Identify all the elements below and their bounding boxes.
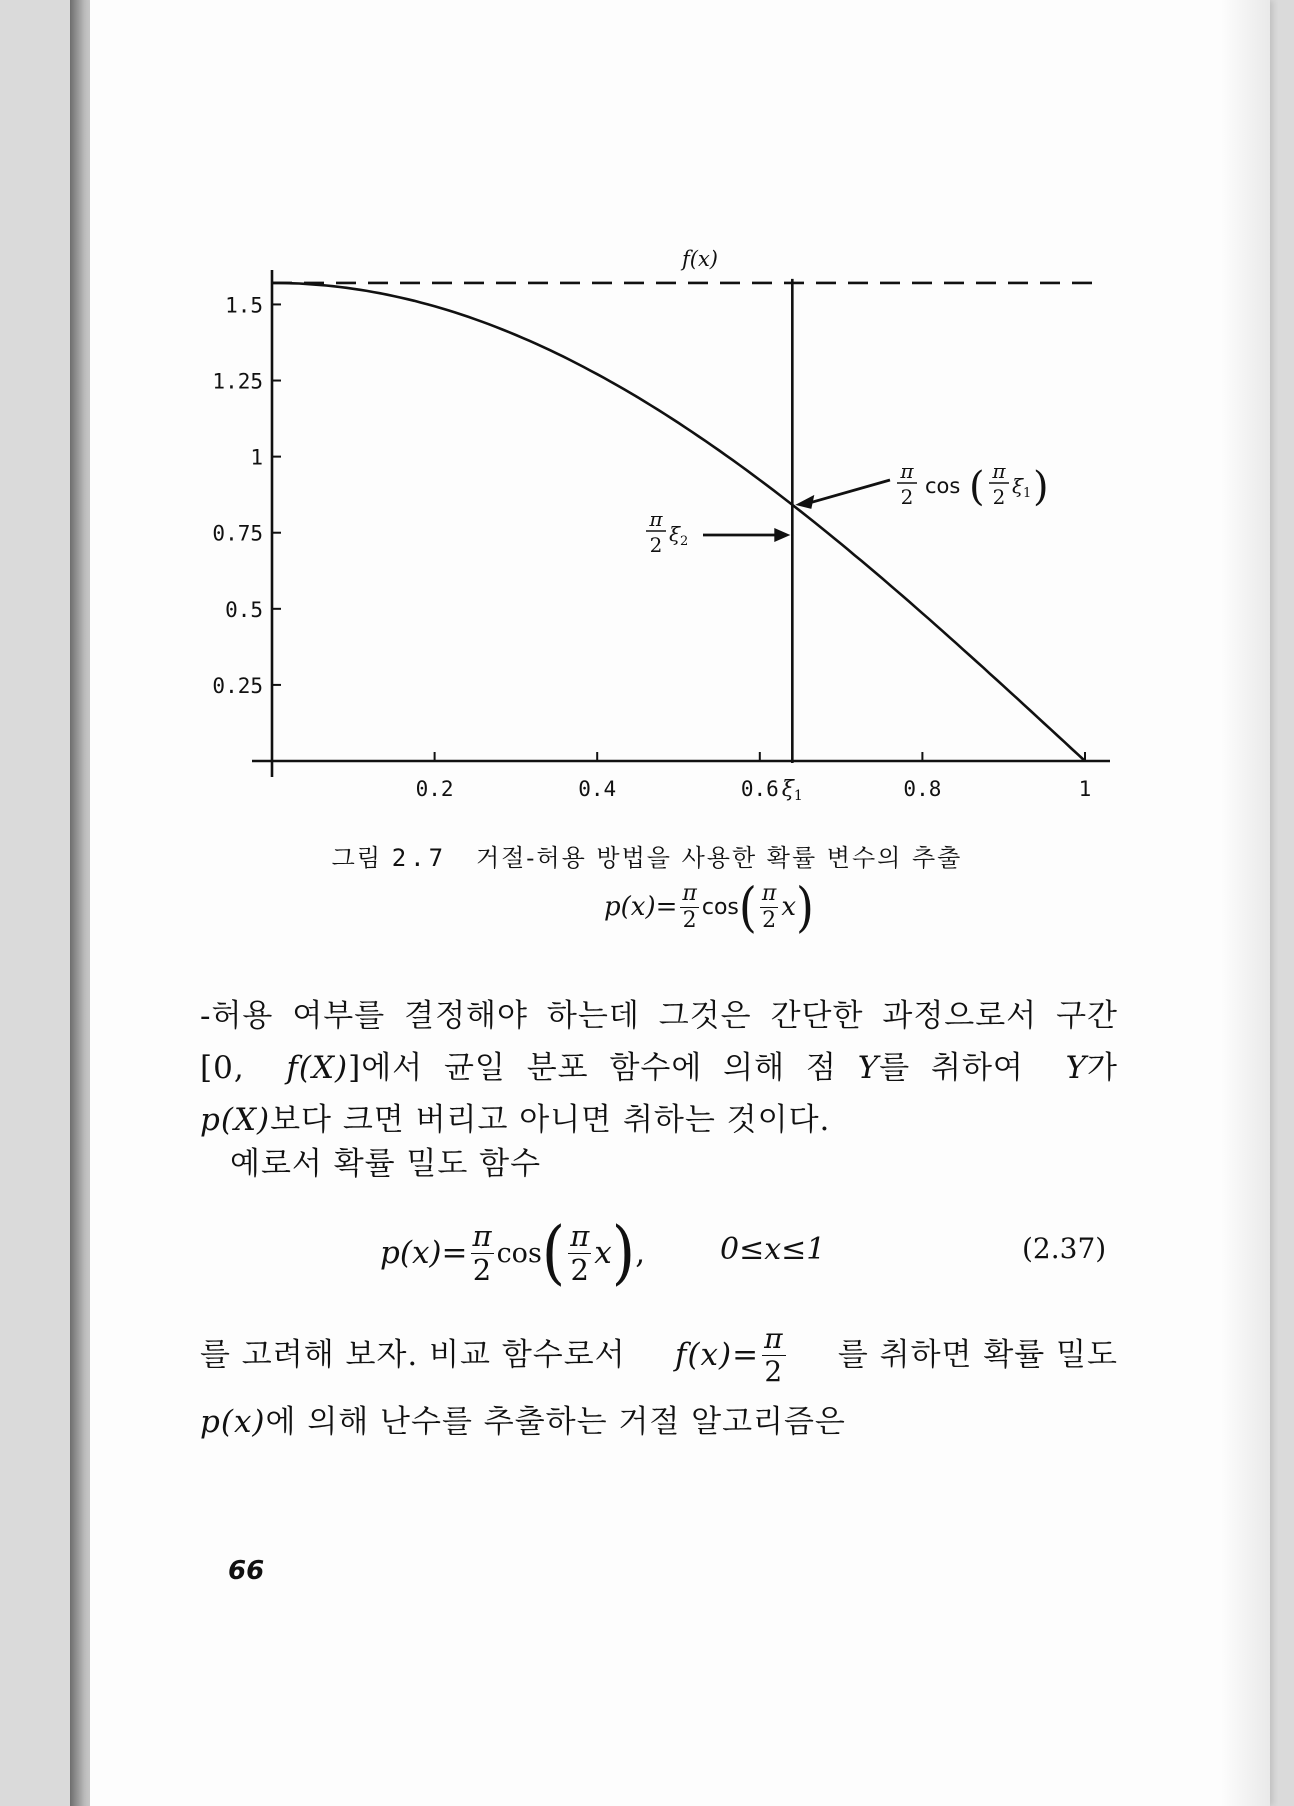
x-tick-label: 0.4 bbox=[578, 777, 617, 801]
caption-eq-cos: cos bbox=[701, 894, 739, 920]
equation-number: (2.37) bbox=[1022, 1232, 1107, 1265]
eq-inner-var: x bbox=[594, 1235, 612, 1271]
figure-chart bbox=[0, 0, 1294, 830]
math-fx: f(x)= bbox=[674, 1337, 760, 1373]
annotation-left-frac-den: 2 bbox=[649, 533, 663, 557]
text-segment: 에 의해 난수를 추출하는 거절 알고리즘은 bbox=[265, 1404, 846, 1440]
math-fraction bbox=[762, 1321, 785, 1388]
annotation-left-arrowhead bbox=[774, 528, 790, 542]
text-segment: 가 bbox=[1087, 1050, 1118, 1086]
y-tick-label: 0.75 bbox=[212, 521, 263, 546]
annotation-right-frac2-num: π bbox=[992, 459, 1006, 483]
x-tick-label: 0.6 bbox=[740, 777, 779, 801]
eq-rparen: ) bbox=[611, 1212, 636, 1294]
math-fX: f(X) bbox=[286, 1050, 349, 1086]
text-segment: 를 취하여 bbox=[879, 1050, 1024, 1086]
annotation-right-frac-den: 2 bbox=[900, 485, 914, 509]
math-pX: p(X) bbox=[200, 1102, 271, 1138]
caption-eq-inner-fraction bbox=[760, 880, 778, 933]
annotation-right-cos: cos bbox=[925, 474, 961, 498]
annotation-right-rparen: ) bbox=[1033, 464, 1049, 510]
caption-eq-frac-den: 2 bbox=[682, 907, 697, 933]
xi1-subscript: 1 bbox=[793, 788, 803, 804]
display-equation bbox=[380, 1208, 645, 1298]
annotation-right-sub: 1 bbox=[1023, 486, 1032, 501]
text-segment: [0, bbox=[200, 1050, 245, 1086]
annotation-right-frac-num: π bbox=[900, 459, 914, 483]
caption-eq-inner-den: 2 bbox=[762, 907, 777, 933]
annotation-right-var: $\xi_1$ bbox=[1012, 474, 1032, 501]
caption-eq-lparen: ( bbox=[738, 875, 757, 939]
annotation-right-lparen: ( bbox=[969, 464, 985, 510]
math-px: p(x) bbox=[200, 1404, 266, 1440]
series-label-fx: f(x) bbox=[681, 247, 719, 271]
caption-equation bbox=[604, 876, 814, 938]
x-tick-label: 1 bbox=[1078, 777, 1092, 801]
annotation-right-arrow-line bbox=[806, 480, 890, 504]
caption-eq-lhs: p(x)= bbox=[604, 892, 678, 922]
eq-inner-fraction bbox=[568, 1218, 591, 1287]
figure-caption bbox=[0, 838, 1294, 873]
paragraph-3-line bbox=[200, 1320, 1118, 1390]
eq-lparen: ( bbox=[541, 1212, 566, 1294]
text-segment: 보다 크면 버리고 아니면 취하는 것이다. bbox=[270, 1102, 831, 1138]
text-segment: 를 고려해 보자. 비교 함수로서 bbox=[200, 1337, 626, 1373]
caption-eq-rparen: ) bbox=[795, 875, 814, 939]
x-tick-label: 0.2 bbox=[415, 777, 454, 801]
math-segment bbox=[674, 1321, 789, 1388]
paragraph-4 bbox=[200, 1396, 1118, 1448]
annotation-left-var: $\xi_2$ bbox=[669, 522, 689, 549]
annotation-left-sub: 2 bbox=[680, 534, 689, 549]
paragraph-2: 예로서 확률 밀도 함수 bbox=[230, 1146, 542, 1182]
math-Y2: Y bbox=[1065, 1050, 1088, 1086]
paragraph-1-line-2 bbox=[200, 1042, 1118, 1094]
y-tick-label: 0.5 bbox=[225, 597, 263, 622]
caption-text: 거절-허용 방법을 사용한 확률 변수의 추출 bbox=[475, 844, 963, 872]
caption-eq-fraction bbox=[680, 880, 698, 933]
eq-frac-den: 2 bbox=[472, 1252, 492, 1287]
math-frac-den: 2 bbox=[764, 1354, 784, 1388]
page-number: 66 bbox=[228, 1556, 265, 1586]
y-tick-label: 0.25 bbox=[212, 673, 263, 698]
text-segment: ]에서 균일 분포 함수에 의해 점 bbox=[348, 1050, 837, 1086]
xi1-axis-label: ξ1 bbox=[781, 777, 803, 804]
caption-number: 2.7 bbox=[391, 844, 448, 872]
y-tick-label: 1.25 bbox=[212, 369, 263, 394]
y-tick-label: 1 bbox=[250, 445, 263, 470]
eq-trailing-comma: , bbox=[635, 1235, 646, 1271]
paragraph-1-line-1: -허용 여부를 결정해야 하는데 그것은 간단한 과정으로서 구간 bbox=[200, 998, 1118, 1034]
eq-frac-num: π bbox=[472, 1218, 492, 1253]
annotation-right-frac2-den: 2 bbox=[992, 485, 1006, 509]
x-tick-label: 0.8 bbox=[903, 777, 942, 801]
eq-lhs: p(x)= bbox=[380, 1235, 468, 1271]
math-Y: Y bbox=[857, 1050, 880, 1086]
eq-range: 0≤x≤1 bbox=[720, 1232, 826, 1267]
eq-cos: cos bbox=[496, 1237, 542, 1269]
text-segment: 를 취하면 확률 밀도 bbox=[837, 1337, 1118, 1373]
paragraph-1 bbox=[200, 990, 1118, 1146]
y-tick-label: 1.5 bbox=[225, 293, 263, 318]
caption-eq-inner-var: x bbox=[781, 892, 796, 922]
math-frac-num: π bbox=[764, 1321, 784, 1355]
eq-fraction bbox=[471, 1218, 494, 1287]
paragraph-3 bbox=[200, 1320, 1118, 1390]
annotation-right-arrowhead bbox=[795, 495, 814, 509]
caption-eq-frac-num: π bbox=[682, 880, 697, 906]
caption-label: 그림 bbox=[331, 844, 383, 872]
eq-inner-num: π bbox=[570, 1218, 590, 1253]
eq-inner-den: 2 bbox=[570, 1252, 589, 1287]
caption-eq-inner-num: π bbox=[761, 880, 777, 906]
annotation-left-frac-num: π bbox=[649, 507, 663, 531]
